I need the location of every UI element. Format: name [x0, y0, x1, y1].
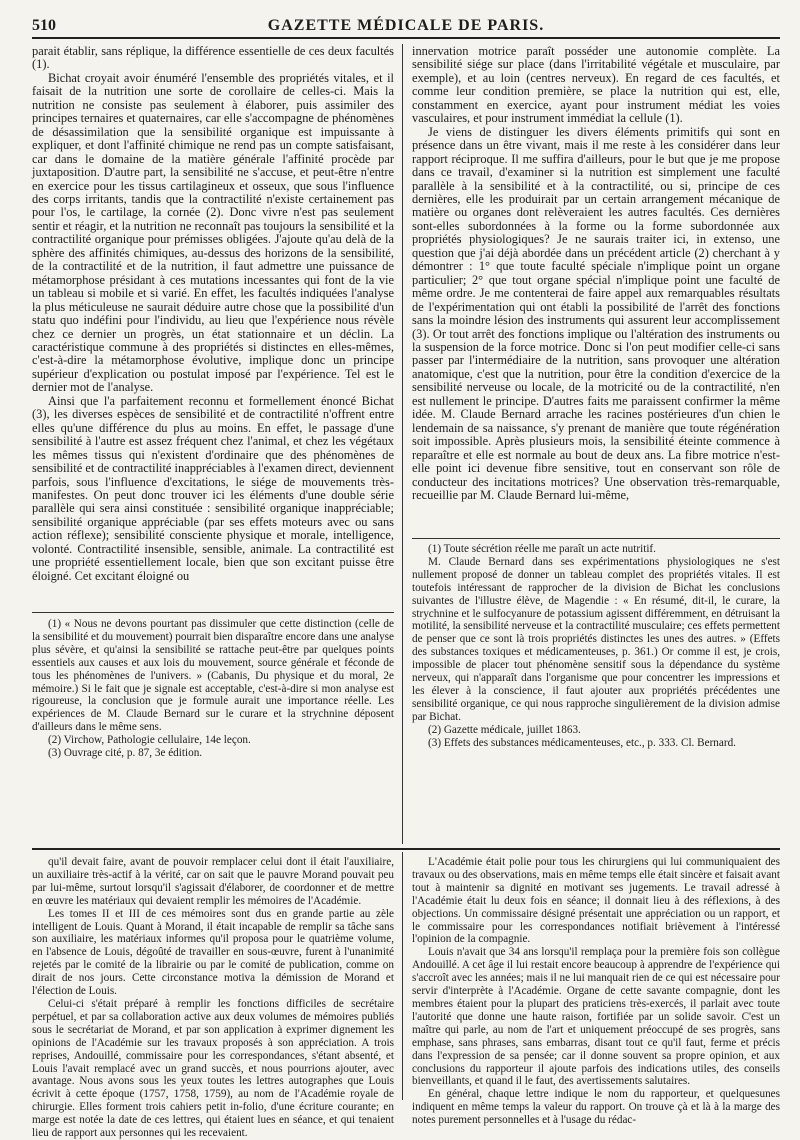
paragraph: Louis n'avait que 34 ans lorsqu'il remplaça pour la première fois son collègue Andouillé. A cet âge il lui restait encore beaucoup à apprendre de l'expérience qui s'accroît avec les années; mais il ne lui manquait rien de ce qui est nécessaire pour servir d'interprète à l'Académie. Organe de cette savante compagnie, dont les membres étaient pour la plupart des praticiens très-exercés, il parlait avec toute l'autorité que donne une haute raison, fortifiée par un solide savoir. C'est un maître qui parle, au nom de l'art et uniquement préoccupé de ses progrès, sans emphase, sans phrases, sans embarras, disant tout ce qu'il faut, ferme et précis dans l'expression de sa pensée; car il donne souvent sa propre opinion, et aux conclusions du rapporteur il ajoute parfois des indications utiles, des conseils bienveillants, et quand il le faut, des avertissements salutaires.	[412, 946, 780, 1088]
paragraph: parait établir, sans réplique, la différence essentielle de ces deux facultés (1).	[32, 44, 394, 72]
journal-title: GAZETTE MÉDICALE DE PARIS.	[267, 17, 545, 34]
top-right-column	[412, 45, 780, 533]
page-header	[32, 17, 780, 39]
paragraph: Je viens de distinguer les divers éléments primitifs qui sont en présence dans un être vivant, mais il me reste à les considérer dans leur rapport réciproque. Il me suffira d'ailleurs, pour le but que je me propose dans ce travail, d'examiner si la nutrition est simplement une faculté parallèle à la sensibilité et à la contractilité, ou si, principe de ces dernières, elle les produirait par un certain arrangement mécanique de matière ou organes dont relèveraient les autres facultés. Ces dernières sont-elles subordonnées à la forme ou la forme subordonnée aux propriétés physiologiques? Je ne saurais traiter ici, in extenso, une question que j'ai déjà abordée dans un précédent article (2) cherchant à y démontrer : 1° que toute faculté spéciale n'implique point un organe particulier; 2° que tout organe spécial n'implique point une faculté de même ordre. Je me contenterai de faire appel aux remarquables résultats de l'expérimentation qui ont établi la possibilité de l'arrêt des fonctions sans la moindre lésion des instruments qui assurent leur accomplissement (3). Or tout arrêt des fonctions implique ou l'altération des instruments ou la suspension de la force motrice. Donc si l'on peut modifier celle-ci sans passer par l'intermédiaire de la nutrition, sans provoquer une altération anatomique, c'est que la nutrition, pour être la condition d'exercice de la sensibilité nerveuse ou locale, de la motricité ou de la contractilité, n'en est nullement le principe. D'autres faits me paraissent confirmer la même idée. M. Claude Bernard arrache les racines postérieures d'un chien le lendemain de sa naissance, s'y prenant de manière que toute régénération soit impossible. Après plusieurs mois, la sensibilité éteinte commence à reparaître et elle est normale au bout de deux ans. La fibre motrice n'est-elle point ici devenue fibre sensitive, tout en conservant son rôle de conducteur des incitations motrices? Une observation très-remarquable, recueillie par M. Claude Bernard lui-même,	[412, 124, 780, 502]
column-divider	[402, 852, 403, 1100]
section-separator	[32, 848, 780, 850]
paragraph: Ainsi que l'a parfaitement reconnu et formellement énoncé Bichat (3), les diverses espèces de sensibilité et de contractilité n'offrent entre elles qu'une différence du plus au moins. En effet, le passage d'une sensibilité à l'autre est assez fréquent chez l'animal, et chez les végétaux les mêmes tissus qui n'existent d'ordinaire que des phénomènes de sensibilité et de contractilité inappréciables à l'examen direct, deviennent parfois, sous l'influence d'excitations, le siége de mouvements très-manifestes. On peut donc trouver ici les éléments d'une double série parallèle qui sera ainsi constituée : sensibilité organique inappréciable; sensibilité organique appréciable (par ses effets moteurs avec ou sans action réflexe); sensibilité consciente physique et morale, intelligence, volonté. Contractilité insensible, sensible, animale. La contractilité est une propriété essentiellement locale, bien que son excitant puisse être éloigné. Cet excitant éloigné ou	[32, 393, 394, 583]
paragraph: Les tomes II et III de ces mémoires sont dus en grande partie au zèle intelligent de Louis. Quant à Morand, il était incapable de remplir sa tâche sans son auxiliaire, les matériaux informes qu'il proposa pour le quatrième volume, en l'absence de Louis, dégoûté de travailler en sous-œuvre, furent à l'unanimité rejetés par le comité de la librairie ou par le comité de publication, comme on dirait de nos jours. Cette circonstance motiva la démission de Morand et l'élection de Louis.	[32, 907, 394, 998]
footnote: (2) Virchow, Pathologie cellulaire, 14e leçon.	[48, 734, 251, 747]
paragraph: En général, chaque lettre indique le nom du rapporteur, et quelquesunes indiquent en même temps la valeur du rapport. On trouve çà et là à la marge des notes purement personnelles et à l'usage du rédac-	[412, 1088, 780, 1127]
footnote: M. Claude Bernard dans ses expérimentations physiologiques ne s'est nullement proposé de donner un tableau complet des propriétés vitales. Il est toutefois intéressant de rapprocher de la division de Bichat les conclusions suivantes de l'illustre élève, de Magendie : « En résumé, dit-il, le curare, la strychnine et le sulfocyanure de potassium agissent différemment, en détruisant la motilité, la sensibilité nerveuse et la contractilité musculaire; ces effets permettent de penser que ce sont là trois propriétés distinctes les unes des autres. » (Effets des substances toxiques et médicamenteuses, p. 361.) Or comme il est, je crois, impossible de placer tout phénomène sensitif sous la dépendance du système nerveux, qui n'apparaît dans l'organisme que pour concentrer les impressions et les élever à la conscience, il faut ajouter aux propriétés précédentes une sensibilité organique, ce qui nous rapproche singulièrement de la division admise par Bichat.	[412, 555, 780, 723]
footnote-rule	[32, 612, 394, 613]
top-left-footnotes	[32, 618, 394, 844]
bottom-left-column	[32, 856, 394, 1140]
paragraph: innervation motrice paraît posséder une autonomie complète. La sensibilité siége sur place (dans l'irritabilité végétale et musculaire, par exemple), et au loin (centres nerveux). En regard de ces facultés, et comme leur condition première, se place la nutrition qui est, elle, constamment en exercice, ayant pour instrument médiat les voies vasculaires, et pour instrument immédiat la cellule (1).	[412, 44, 780, 126]
footnote: (3) Effets des substances médicamenteuses, etc., p. 333. Cl. Bernard.	[428, 736, 736, 749]
column-divider	[402, 44, 403, 844]
page-number: 510	[32, 17, 56, 34]
footnote: (3) Ouvrage cité, p. 87, 3e édition.	[48, 747, 203, 760]
paragraph: Bichat croyait avoir énuméré l'ensemble des propriétés vitales, et il faisait de la nutrition une sorte de corollaire de celles-ci. Mais la nutrition ne consiste pas seulement à élaborer, puis assimiler des principes ternaires et quaternaires, car elle s'accompagne de phénomènes de désassimilation que la sensibilité organique est impuissante à expliquer, et dont l'affinité chimique ne rend pas un compte satisfaisant, car dans le domaine de la matière générale l'affinité procède par juxtaposition. D'autre part, la sensibilité ne s'accuse, et peut-être n'entre en exercice pour les tissus cartilagineux et osseux, que sous l'influence des corps irritants, tandis que la contractilité n'existe certainement pas pour l'os, le cartilage, la cornée (2). Donc vivre n'est pas seulement sentir et réagir, et la nutrition ne reconnaît pas toujours la sensibilité et la contractilité organique pour prémisses obligées. J'ajoute qu'au delà de la sphère des affinités chimiques, au-dessus des horizons de la sensibilité, de la contractilité et de la nutrition, il faut admettre une puissance de métamorphose présidant à ces mutations incessantes qui font de la vie un tableau si mobile et si varié. En effet, les facultés indiquées l'analyse la plus méticuleuse ne saurait déduire autre chose que la possibilité d'un statu quo indéfini pour l'individu, au lieu que l'expérience nous révèle chez ce dernier un progrès, un état stationnaire et un déclin. La caractéristique commune à des propriétés si distinctes en elles-mêmes, c'est-à-dire la métamorphose évolutive, implique donc un principe supérieur d'explication ou postulat imposé par l'expérience. Tel est le dernier mot de l'analyse.	[32, 70, 394, 395]
paragraph: L'Académie était polie pour tous les chirurgiens qui lui communiquaient des travaux ou des observations, mais en même temps elle était sincère et faisait avant tout à maintenir sa dignité en motivant ses jugements. Le travail adressé à l'Académie était lu deux fois en séance; il donnait lieu à des réflexions, à des objections. Un commissaire désigné présentait une appréciation ou un rapport, et le commissaire pour les correspondances notifiait brièvement à l'intéressé l'opinion de la compagnie.	[412, 856, 780, 946]
paragraph: Celui-ci s'était préparé à remplir les fonctions difficiles de secrétaire perpétuel, et par sa collaboration active aux deux volumes de mémoires publiés sous le secrétariat de Morand, et par son application à exprimer dignement les opinions de l'Académie sur les travaux proposés à son appréciation. A trois reprises, Andouillé, commissaire pour les correspondances, s'étant absenté, et Louis l'avait remplacé avec un grand succès, et nous pourrions ajouter, avec avantage. Nous avons sous les yeux toutes les lettres autographes que Louis écrivit à cette époque (1757, 1758, 1759), au nom de l'Académie royale de chirurgie. Elles forment trois cahiers petit in-folio, d'une écriture courante; en marge est notée la date de ces lettres, qui étaient lues en séance, et qui tenaient lieu de rapport aux personnes qui les recevaient.	[32, 997, 394, 1140]
top-right-footnotes	[412, 543, 780, 843]
top-left-column	[32, 45, 394, 605]
footnote-rule	[412, 538, 780, 539]
bottom-right-column	[412, 856, 780, 1127]
footnote: (1) « Nous ne devons pourtant pas dissimuler que cette distinction (celle de la sensibilité et du mouvement) pourrait bien disparaître encore dans une analyse plus sévère, et qu'ainsi la sensibilité se rattache peut-être par quelques points essentiels aux causes et aux lois du mouvement, source générale et féconde de tous les phénomènes de l'univers. » (Cabanis, Du physique et du moral, 2e mémoire.) Si le fait que je signale est acceptable, c'est-à-dire si mon analyse est rigoureuse, la conclusion que je formule aurait une importance réelle. Les expériences de M. Claude Bernard sur le curare et la strychnine déposent d'ailleurs dans le même sens.	[32, 618, 394, 734]
footnote: (2) Gazette médicale, juillet 1863.	[428, 723, 581, 736]
paragraph: qu'il devait faire, avant de pouvoir remplacer celui dont il était l'auxiliaire, un auxiliaire très-actif à la vérité, car on sait que le pauvre Morand pouvait peu par lui-même, surtout lorsqu'il s'agissait d'élaborer, de coordonner et de mettre en œuvre les matériaux qui devaient remplir les mémoires de l'Académie.	[32, 856, 394, 907]
footnote: (1) Toute sécrétion réelle me paraît un acte nutritif.	[428, 543, 656, 555]
